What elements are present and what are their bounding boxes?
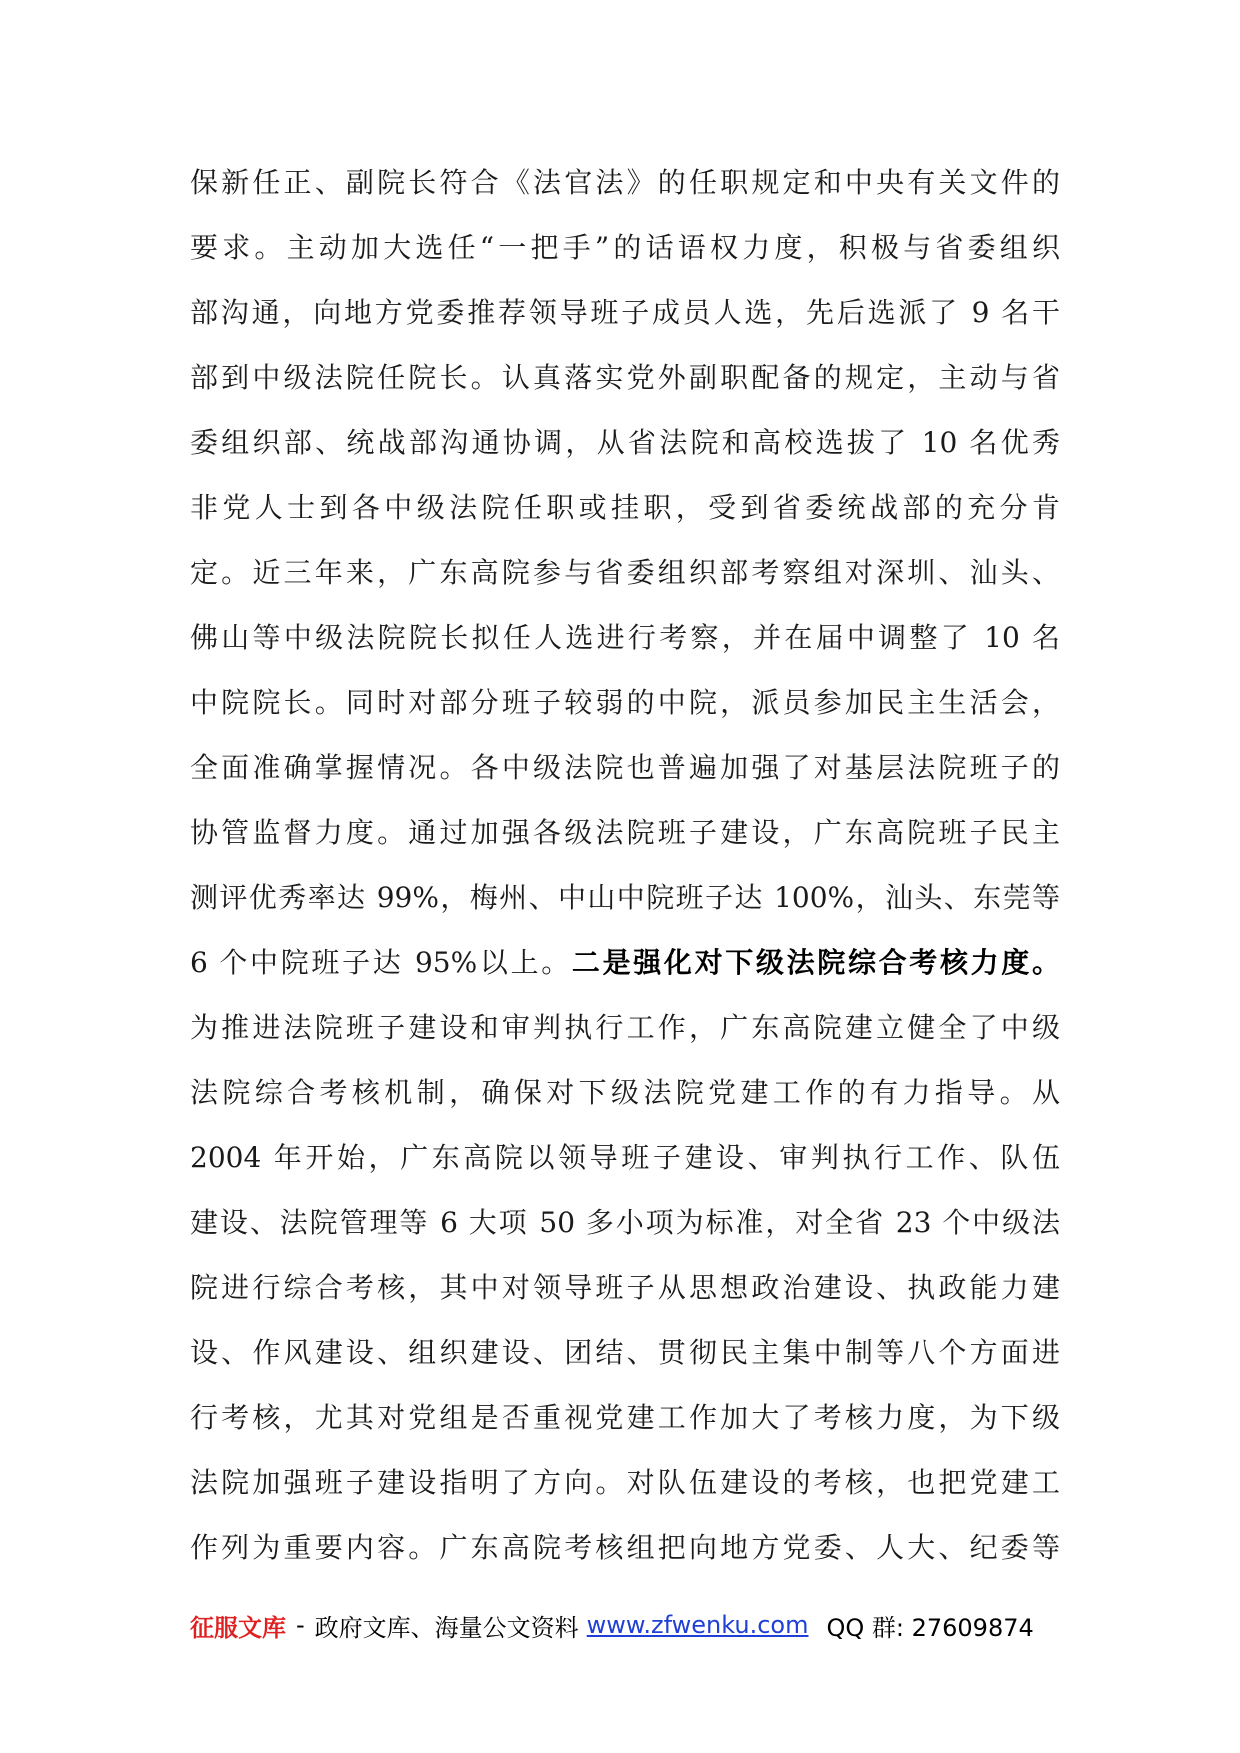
- text-line: 为推进法院班子建设和审判执行工作，广东高院建立健全了中级: [190, 1011, 1060, 1044]
- text-line: 院进行综合考核，其中对领导班子从思想政治建设、执政能力建: [190, 1271, 1060, 1304]
- footer-tagline: 政府文库、海量公文资料: [314, 1613, 579, 1642]
- text-line-mixed: [190, 930, 1060, 995]
- footer-separator: -: [296, 1611, 305, 1639]
- text-line: 委组织部、统战部沟通协调，从省法院和高校选拔了 10 名优秀: [190, 426, 1060, 459]
- text-line: 设、作风建设、组织建设、团结、贯彻民主集中制等八个方面进: [190, 1336, 1060, 1369]
- body-text: [190, 150, 1060, 1580]
- text-line: 要求。主动加大选任“一把手”的话语权力度，积极与省委组织: [190, 231, 1060, 264]
- text-line: 协管监督力度。通过加强各级法院班子建设，广东高院班子民主: [190, 816, 1060, 849]
- text-line: 全面准确掌握情况。各中级法院也普遍加强了对基层法院班子的: [190, 751, 1060, 784]
- text-line: 部沟通，向地方党委推荐领导班子成员人选，先后选派了 9 名干: [190, 296, 1060, 329]
- text-line: 佛山等中级法院院长拟任人选进行考察，并在届中调整了 10 名: [190, 621, 1060, 654]
- bold-heading: 二是强化对下级法院综合考核力度。: [571, 946, 1060, 979]
- text-line: 中院院长。同时对部分班子较弱的中院，派员参加民主生活会，: [190, 686, 1060, 719]
- text-line: 建设、法院管理等 6 大项 50 多小项为标准，对全省 23 个中级法: [190, 1206, 1060, 1239]
- text-line: 保新任正、副院长符合《法官法》的任职规定和中央有关文件的: [190, 166, 1060, 199]
- text-line-normal: 6 个中院班子达 95%以上。: [190, 946, 572, 979]
- text-line: 作列为重要内容。广东高院考核组把向地方党委、人大、纪委等: [190, 1531, 1060, 1564]
- text-line: 行考核，尤其对党组是否重视党建工作加大了考核力度，为下级: [190, 1401, 1060, 1434]
- text-line: 法院加强班子建设指明了方向。对队伍建设的考核，也把党建工: [190, 1466, 1060, 1499]
- brand-name: 征服文库: [190, 1613, 286, 1642]
- text-line: 定。近三年来，广东高院参与省委组织部考察组对深圳、汕头、: [190, 556, 1060, 589]
- text-line: 非党人士到各中级法院任职或挂职，受到省委统战部的充分肯: [190, 491, 1060, 524]
- website-link[interactable]: www.zfwenku.com: [586, 1611, 809, 1639]
- text-line: 部到中级法院任院长。认真落实党外副职配备的规定，主动与省: [190, 361, 1060, 394]
- text-line: 法院综合考核机制，确保对下级法院党建工作的有力指导。从: [190, 1076, 1060, 1109]
- text-line: 测评优秀率达 99%，梅州、中山中院班子达 100%，汕头、东莞等: [190, 881, 1060, 914]
- page-footer: [190, 1605, 1060, 1645]
- text-line: 2004 年开始，广东高院以领导班子建设、审判执行工作、队伍: [190, 1141, 1060, 1174]
- qq-group: QQ 群: 27609874: [826, 1613, 1034, 1642]
